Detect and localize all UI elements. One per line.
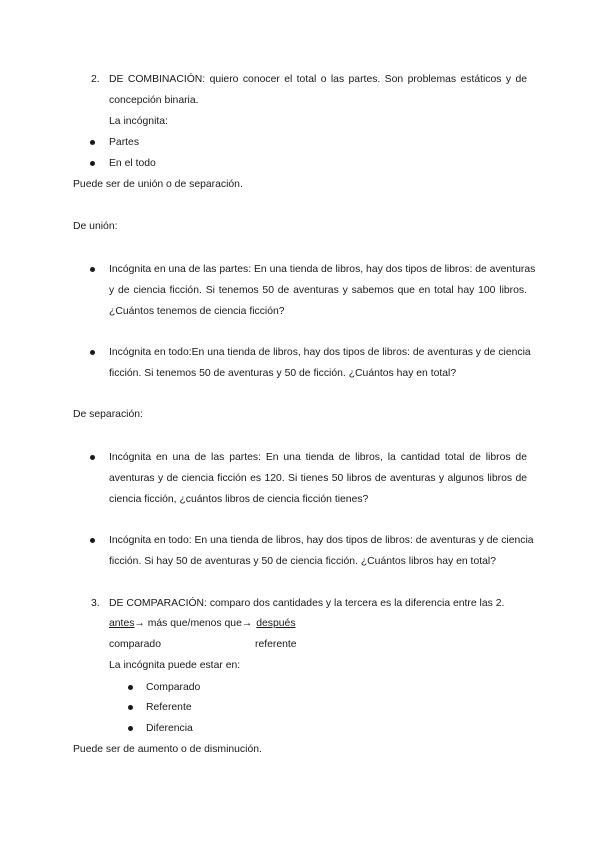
list-number-2: 2. bbox=[91, 74, 100, 85]
bullet-icon bbox=[90, 140, 95, 145]
section3-note: Puede ser de aumento o de disminución. bbox=[73, 744, 262, 755]
union-item2-line1: Incógnita en todo:En una tienda de libros, hay dos tipos de libros: de aventuras y de ciencia bbox=[109, 347, 531, 358]
bullet-icon bbox=[90, 161, 95, 166]
section3-incognita-label: La incógnita puede estar en: bbox=[109, 660, 241, 671]
comparado-label: comparado bbox=[109, 639, 161, 650]
antes-despues-line bbox=[109, 617, 296, 631]
section3-bullet-referente: Referente bbox=[146, 702, 192, 713]
antes-label: antes bbox=[109, 618, 135, 629]
separacion-item1-line2: aventuras y de ciencia ficción es 120. Si tienes 50 libros de aventuras y algunos libros de bbox=[109, 473, 527, 484]
section2-line1: DE COMBINACIÓN: quiero conocer el total o las partes. Son problemas estáticos y de bbox=[109, 74, 527, 85]
comparison-arrows: → más que/menos que→ bbox=[134, 618, 253, 629]
bullet-icon bbox=[128, 705, 133, 710]
bullet-icon bbox=[90, 267, 95, 272]
bullet-icon bbox=[128, 726, 133, 731]
section2-line2: concepción binaria. bbox=[109, 95, 199, 106]
list-number-3: 3. bbox=[91, 598, 100, 609]
section3-line1: DE COMPARACIÓN: comparo dos cantidades y la tercera es la diferencia entre las 2. bbox=[109, 598, 505, 609]
bullet-icon bbox=[90, 455, 95, 460]
section2-bullet-partes: Partes bbox=[109, 137, 140, 148]
bullet-icon bbox=[128, 685, 133, 690]
referente-label: referente bbox=[255, 639, 297, 650]
union-item1-line2: y de ciencia ficción. Si tenemos 50 de aventuras y sabemos que en total hay 100 libros. bbox=[109, 285, 527, 296]
separacion-item1-line1: Incógnita en una de las partes: En una tienda de libros, la cantidad total de libros de bbox=[109, 452, 527, 463]
separacion-heading: De separación: bbox=[73, 409, 143, 420]
union-item1-line1: Incógnita en una de las partes: En una tienda de libros, hay dos tipos de libros: de aventuras bbox=[109, 264, 536, 275]
section2-bullet-todo: En el todo bbox=[109, 158, 156, 169]
separacion-item2-line2: ficción. Si hay 50 de aventuras y 50 de ciencia ficción. ¿Cuántos libros hay en total? bbox=[109, 556, 496, 567]
bullet-icon bbox=[90, 350, 95, 355]
union-heading: De unión: bbox=[73, 221, 118, 232]
section2-incognita-label: La incógnita: bbox=[109, 116, 168, 127]
bullet-icon bbox=[90, 538, 95, 543]
union-item2-line2: ficción. Si tenemos 50 de aventuras y 50 de ficción. ¿Cuántos hay en total? bbox=[109, 368, 457, 379]
separacion-item1-line3: ciencia ficción, ¿cuántos libros de ciencia ficción tienes? bbox=[109, 494, 369, 505]
union-item1-line3: ¿Cuántos tenemos de ciencia ficción? bbox=[109, 306, 285, 317]
section3-bullet-comparado: Comparado bbox=[146, 682, 201, 693]
section2-note: Puede ser de unión o de separación. bbox=[73, 179, 243, 190]
section3-bullet-diferencia: Diferencia bbox=[146, 723, 193, 734]
separacion-item2-line1: Incógnita en todo: En una tienda de libros, hay dos tipos de libros: de aventuras y de ciencia bbox=[109, 535, 534, 546]
despues-label: después bbox=[256, 618, 296, 629]
